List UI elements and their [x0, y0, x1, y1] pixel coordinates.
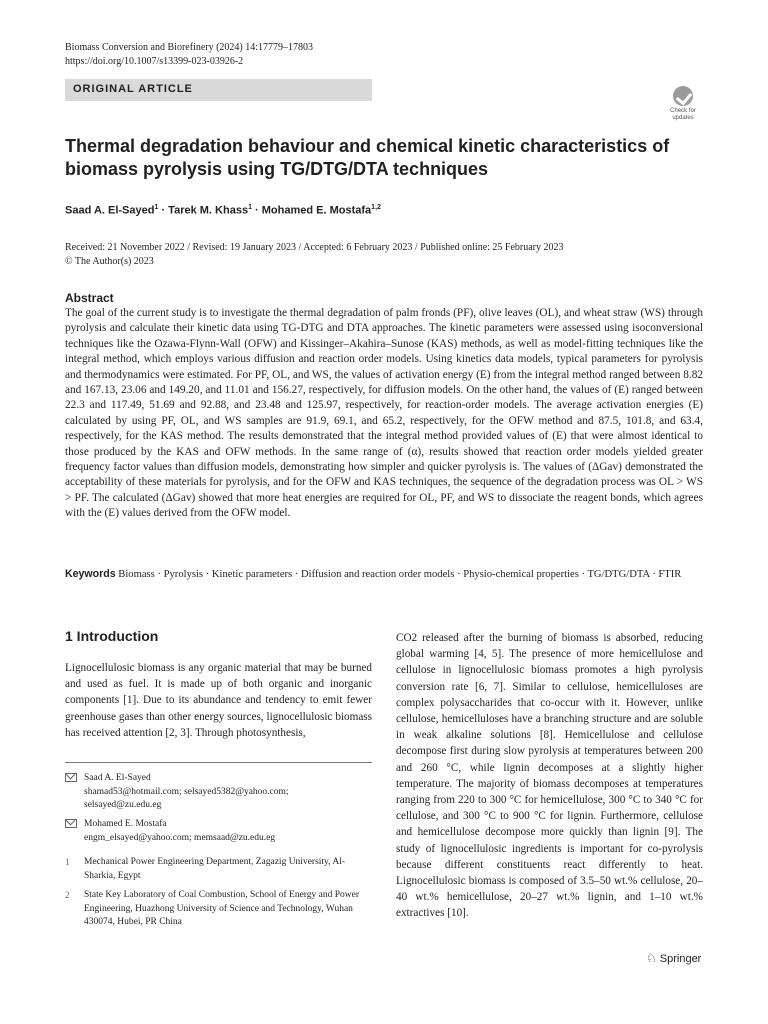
- abstract-heading: Abstract: [65, 291, 114, 305]
- affiliation-number: 2: [65, 890, 70, 900]
- keywords-list: Biomass · Pyrolysis · Kinetic parameters · Diffusion and reaction order models · Physio-chemical properties · TG/DTG/DTA · FTIR: [118, 569, 682, 580]
- article-title: Thermal degradation behaviour and chemical kinetic characteristics of biomass pyrolysis using TG/DTG/DTA techniques: [65, 136, 670, 179]
- contact-name: Mohamed E. Mostafa: [84, 819, 167, 829]
- doi-link[interactable]: https://doi.org/10.1007/s13399-023-03926-2: [65, 56, 244, 67]
- check-for-updates-badge[interactable]: [663, 84, 703, 124]
- publication-dates: [65, 241, 564, 269]
- check-badge-label: Check for updates: [670, 108, 696, 121]
- author-name[interactable]: Tarek M. Khass: [168, 204, 249, 217]
- abstract-text: The goal of the current study is to investigate the thermal degradation of palm fronds (PF), olive leaves (OL), and wheat straw (WS) through pyrolysis and calculate their kinetic data using TG-DTG and DTA approaches. The kinetic parameters were assessed using isoconversional techniques like the Ozawa-Flynn-Wall (OFW) and Kissinger–Akahira–Sunose (KAS) methods, as well as model-fitting techniques like the integral method, which employs various diffusion and reaction order models. Using kinetics data models, typical parameters for pyrolysis and thermodynamics were estimated. For PF, OL, and WS, the values of activation energy (E) from the integral method ranged between 8.82 and 167.13, 23.06 and 149.20, and 11.01 and 156.27, respectively, for diffusion models. On the other hand, the values of (E) ranged between 22.3 and 117.49, 51.69 and 92.88, and 23.48 and 125.97, respectively, for reaction-order models. The average activation energies (E) calculated by using PF, OL, and WS samples are 91.9, 69.1, and 65.2, respectively, for the OFW method and 87.5, 101.8, and 63.4, respectively, for the KAS method. The results demonstrated that the integral method provided values of (E) that were almost identical to those produced by the KAS and OFW methods. In the same range of (α), results showed that reaction order models yielded greater frequency factor values than diffusion models, demonstrating how simpler and quicker pyrolysis is. The values of (ΔGav) demonstrated the acceptability of these materials for pyrolysis, and for the OFW and KAS techniques, the sequence of the degradation process was OL > WS > PF. The calculated (ΔGav) showed that more heat energies are required for OL, PF, and WS to dissociate the reagent bonds, which agrees with the (E) values derived from the OFW model.: [65, 307, 703, 520]
- footnote-divider: [65, 762, 372, 763]
- copyright: © The Author(s) 2023: [65, 256, 154, 267]
- article-type-bar: [65, 79, 372, 101]
- corresponding-author-2: [65, 818, 365, 845]
- keywords: [65, 566, 705, 583]
- contact-name: Saad A. El-Sayed: [84, 773, 151, 783]
- mail-icon: [65, 818, 77, 832]
- author-affiliation-mark: 1: [154, 204, 159, 211]
- springer-horse-icon: ♘: [646, 951, 657, 965]
- section-heading-introduction: 1 Introduction: [65, 628, 159, 644]
- affiliation-1: [65, 856, 365, 883]
- author-affiliation-mark: 1: [248, 204, 252, 211]
- introduction-right-column: CO2 released after the burning of biomass is absorbed, reducing global warming [4, 5]. The presence of more hemicellulose and cellulose in lignocellulosic biomass promotes a high pyrolysis conversion rate [6, 7]. Similar to cellulose, hemicelluloses are complex polysaccharides that co-occur with it. However, unlike cellulose, hemicelluloses have a branching structure and are soluble in weak alkaline solutions [8]. Hemicellulose and cellulose decompose first during slow pyrolysis at temperatures between 200 and 260 °C, while lignin decomposes at a slightly higher temperature. The majority of biomass decomposes at temperatures ranging from 220 to 300 °C for hemicellulose, 300 °C to 340 °C for cellulose, and 300 °C to 900 °C for lignin. Furthermore, cellulose and hemicellulose decompose more quickly than lignin [9]. The study of lignocellulosic ingredients is important for co-pyrolysis because different constituents react differently to heat. Lignocellulosic biomass is composed of 3.5–50 wt.% cellulose, 20–40 wt.% hemicellulose, 20–27 wt.% lignin, and 1–10 wt.% extractives [10].: [396, 632, 703, 920]
- affiliation-text: State Key Laboratory of Coal Combustion, School of Energy and Power Engineering, Huazhong University of Science and Technology, Wuhan 430074, Hubei, PR China: [84, 890, 360, 927]
- author-name[interactable]: Mohamed E. Mostafa: [261, 204, 372, 217]
- author-affiliation-mark: 1,2: [371, 204, 381, 211]
- publisher-logo: [646, 951, 701, 965]
- article-type: ORIGINAL ARTICLE: [73, 83, 193, 95]
- affiliation-number: 1: [65, 857, 70, 867]
- affiliation-text: Mechanical Power Engineering Department, Zagazig University, Al-Sharkia, Egypt: [84, 857, 346, 881]
- author-list: Saad A. El-Sayed$^1$ · Tarek M. Khass$^1$ · Mohamed E. Mostafa$^{1,2}$: [65, 204, 381, 217]
- affiliation-2: [65, 889, 365, 930]
- introduction-left-column: Lignocellulosic biomass is any organic material that may be burned and used as fuel. It is made up of both organic and inorganic components [1]. Due to its abundance and tendency to emit fewer greenhouse gases than other energy sources, lignocellulosic biomass has received attention [2, 3]. Through photosynthesis,: [65, 662, 372, 739]
- journal-header: [65, 41, 313, 69]
- journal-citation: Biomass Conversion and Biorefinery (2024) 14:17779–17803: [65, 42, 314, 53]
- check-mark-icon: [673, 86, 693, 106]
- mail-icon: [65, 772, 77, 786]
- contact-emails[interactable]: engm_elsayed@yahoo.com; memsaad@zu.edu.eg: [84, 832, 276, 843]
- corresponding-author-1: [65, 772, 365, 813]
- contact-emails[interactable]: shamad53@hotmail.com; selsayed5382@yahoo.com; selsayed@zu.edu.eg: [84, 786, 289, 810]
- keywords-label: Keywords: [65, 568, 116, 580]
- history-dates: Received: 21 November 2022 / Revised: 19 January 2023 / Accepted: 6 February 2023 / Published online: 25 February 2023: [65, 242, 564, 253]
- publisher-name: Springer: [659, 953, 702, 965]
- author-name[interactable]: Saad A. El-Sayed: [65, 204, 155, 217]
